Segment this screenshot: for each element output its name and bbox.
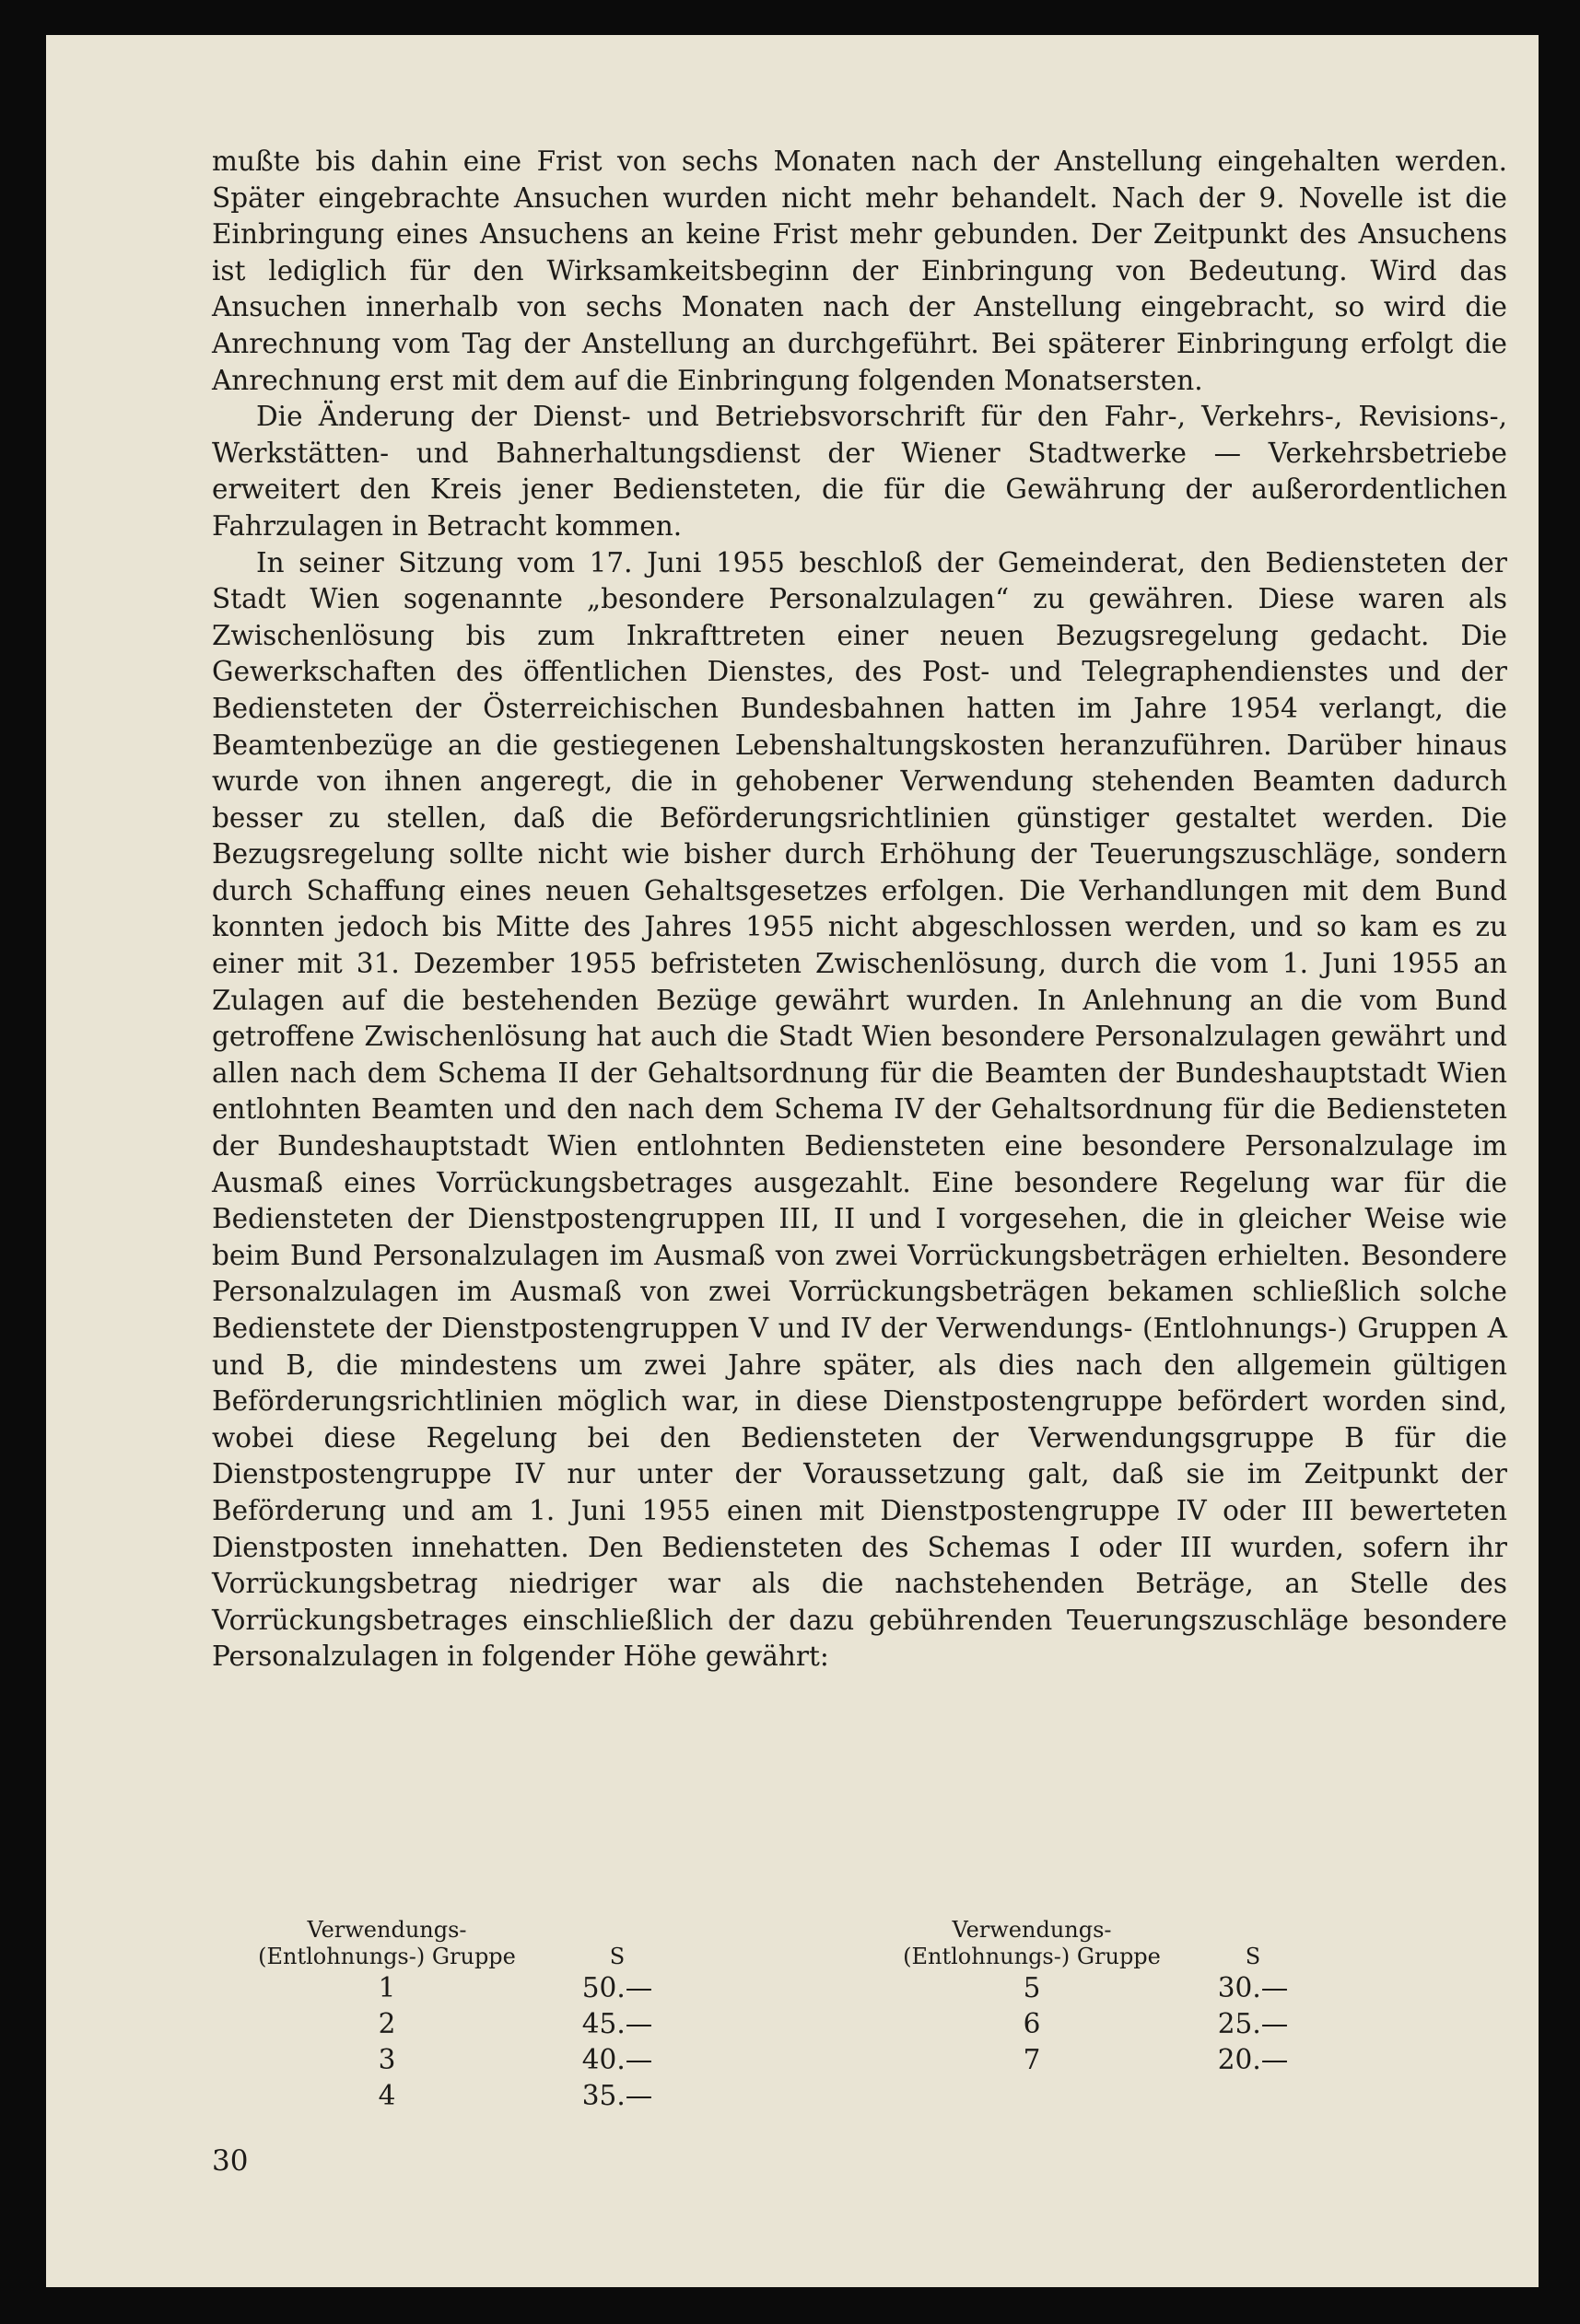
document-page <box>46 35 1539 2287</box>
page-number: 30 <box>212 2144 249 2178</box>
group-cell: 2 <box>378 2008 396 2039</box>
header-group-line2: (Entlohnungs-) Gruppe <box>258 1944 516 1969</box>
amount-cell: 25.— <box>1217 2008 1289 2039</box>
amount-cell: 50.— <box>581 1972 653 2003</box>
header-group-line1: Verwendungs- <box>952 1917 1112 1943</box>
group-cell: 4 <box>378 2080 396 2111</box>
amount-cell: 45.— <box>581 2008 653 2039</box>
header-group-line1: Verwendungs- <box>307 1917 467 1943</box>
amount-cell: 35.— <box>581 2080 653 2111</box>
group-cell: 5 <box>1023 1972 1041 2003</box>
paragraph-1: mußte bis dahin eine Frist von sechs Monaten nach der Anstellung eingehalten werden. Später eingebrachte Ansuchen wurden nicht mehr behandelt. Nach der 9. Novelle ist die Einbringung eines Ansuchens an keine Frist mehr gebunden. Der Zeitpunkt des Ansuchens ist lediglich für den Wirksamkeitsbeginn der Einbringung von Bedeutung. Wird das Ansuchen innerhalb von sechs Monaten nach der Anstellung eingebracht, so wird die Anrechnung vom Tag der Anstellung an durchgeführt. Bei späterer Einbringung erfolgt die Anrechnung erst mit dem auf die Einbringung folgenden Monatsersten. <box>212 146 1507 396</box>
body-text <box>212 144 1507 1676</box>
group-cell: 6 <box>1023 2008 1041 2039</box>
group-cell: 1 <box>378 1972 396 2003</box>
header-group-left <box>240 1917 534 1970</box>
header-group-right <box>884 1917 1179 1970</box>
amount-cell: 40.— <box>581 2044 653 2075</box>
table-row <box>240 2006 1327 2042</box>
header-currency-right: S <box>1245 1944 1261 1969</box>
table-row <box>240 2078 1327 2114</box>
group-cell: 3 <box>378 2044 396 2075</box>
amount-cell: 20.— <box>1217 2044 1289 2075</box>
table-row <box>240 1970 1327 2006</box>
allowance-table <box>240 1917 1327 2114</box>
header-group-line2: (Entlohnungs-) Gruppe <box>903 1944 1161 1969</box>
amount-cell: 30.— <box>1217 1972 1289 2003</box>
table-header-row <box>240 1917 1327 1970</box>
table-row <box>240 2042 1327 2078</box>
paragraph-3: In seiner Sitzung vom 17. Juni 1955 beschloß der Gemeinderat, den Bediensteten der Stadt Wien sogenannte „besondere Personalzulagen“ zu gewähren. Diese waren als Zwischenlösung bis zum Inkrafttreten einer neuen Bezugsregelung gedacht. Die Gewerkschaften des öffentlichen Dienstes, des Post- und Telegraphendienstes und der Bediensteten der Österreichischen Bundesbahnen hatten im Jahre 1954 verlangt, die Beamtenbezüge an die gestiegenen Lebenshaltungskosten heranzuführen. Darüber hinaus wurde von ihnen angeregt, die in gehobener Verwendung stehenden Beamten dadurch besser zu stellen, daß die Beförderungsrichtlinien günstiger gestaltet werden. Die Bezugsregelung sollte nicht wie bisher durch Erhöhung der Teuerungszuschläge, sondern durch Schaffung eines neuen Gehaltsgesetzes erfolgen. Die Verhandlungen mit dem Bund konnten jedoch bis Mitte des Jahres 1955 nicht abgeschlossen werden, und so kam es zu einer mit 31. Dezember 1955 befristeten Zwischenlösung, durch die vom 1. Juni 1955 an Zulagen auf die bestehenden Bezüge gewährt wurden. In Anlehnung an die vom Bund getroffene Zwischenlösung hat auch die Stadt Wien besondere Personalzulagen gewährt und allen nach dem Schema II der Gehaltsordnung für die Beamten der Bundeshauptstadt Wien entlohnten Beamten und den nach dem Schema IV der Gehaltsordnung für die Bediensteten der Bundeshauptstadt Wien entlohnten Bediensteten eine besondere Personalzulage im Ausmaß eines Vorrückungsbetrages ausgezahlt. Eine besondere Regelung war für die Bediensteten der Dienstpostengruppen III, II und I vorgesehen, die in gleicher Weise wie beim Bund Personalzulagen im Ausmaß von zwei Vorrückungsbeträgen erhielten. Besondere Personalzulagen im Ausmaß von zwei Vorrückungsbeträgen bekamen schließlich solche Bedienstete der Dienstpostengruppen V und IV der Verwendungs- (Entlohnungs-) Gruppen A und B, die mindestens um zwei Jahre später, als dies nach den allgemein gültigen Beförderungsrichtlinien möglich war, in diese Dienstpostengruppe befördert worden sind, wobei diese Regelung bei den Bediensteten der Verwendungsgruppe B für die Dienstpostengruppe IV nur unter der Voraussetzung galt, daß sie im Zeitpunkt der Beförderung und am 1. Juni 1955 einen mit Dienstpostengruppe IV oder III bewerteten Dienstposten innehatten. Den Bediensteten des Schemas I oder III wurden, sofern ihr Vorrückungsbetrag niedriger war als die nachstehenden Beträge, an Stelle des Vorrückungsbetrages einschließlich der dazu gebührenden Teuerungszuschläge besondere Personalzulagen in folgender Höhe gewährt: <box>212 546 1507 1673</box>
header-currency-left: S <box>609 1944 626 1969</box>
paragraph-2: Die Änderung der Dienst- und Betriebsvorschrift für den Fahr-, Verkehrs-, Revisions-, Werkstätten- und Bahnerhaltungsdienst der Wiener Stadtwerke — Verkehrsbetriebe erweitert den Kreis jener Bediensteten, die für die Gewährung der außerordentlichen Fahrzulagen in Betracht kommen. <box>212 401 1507 542</box>
group-cell: 7 <box>1023 2044 1041 2075</box>
